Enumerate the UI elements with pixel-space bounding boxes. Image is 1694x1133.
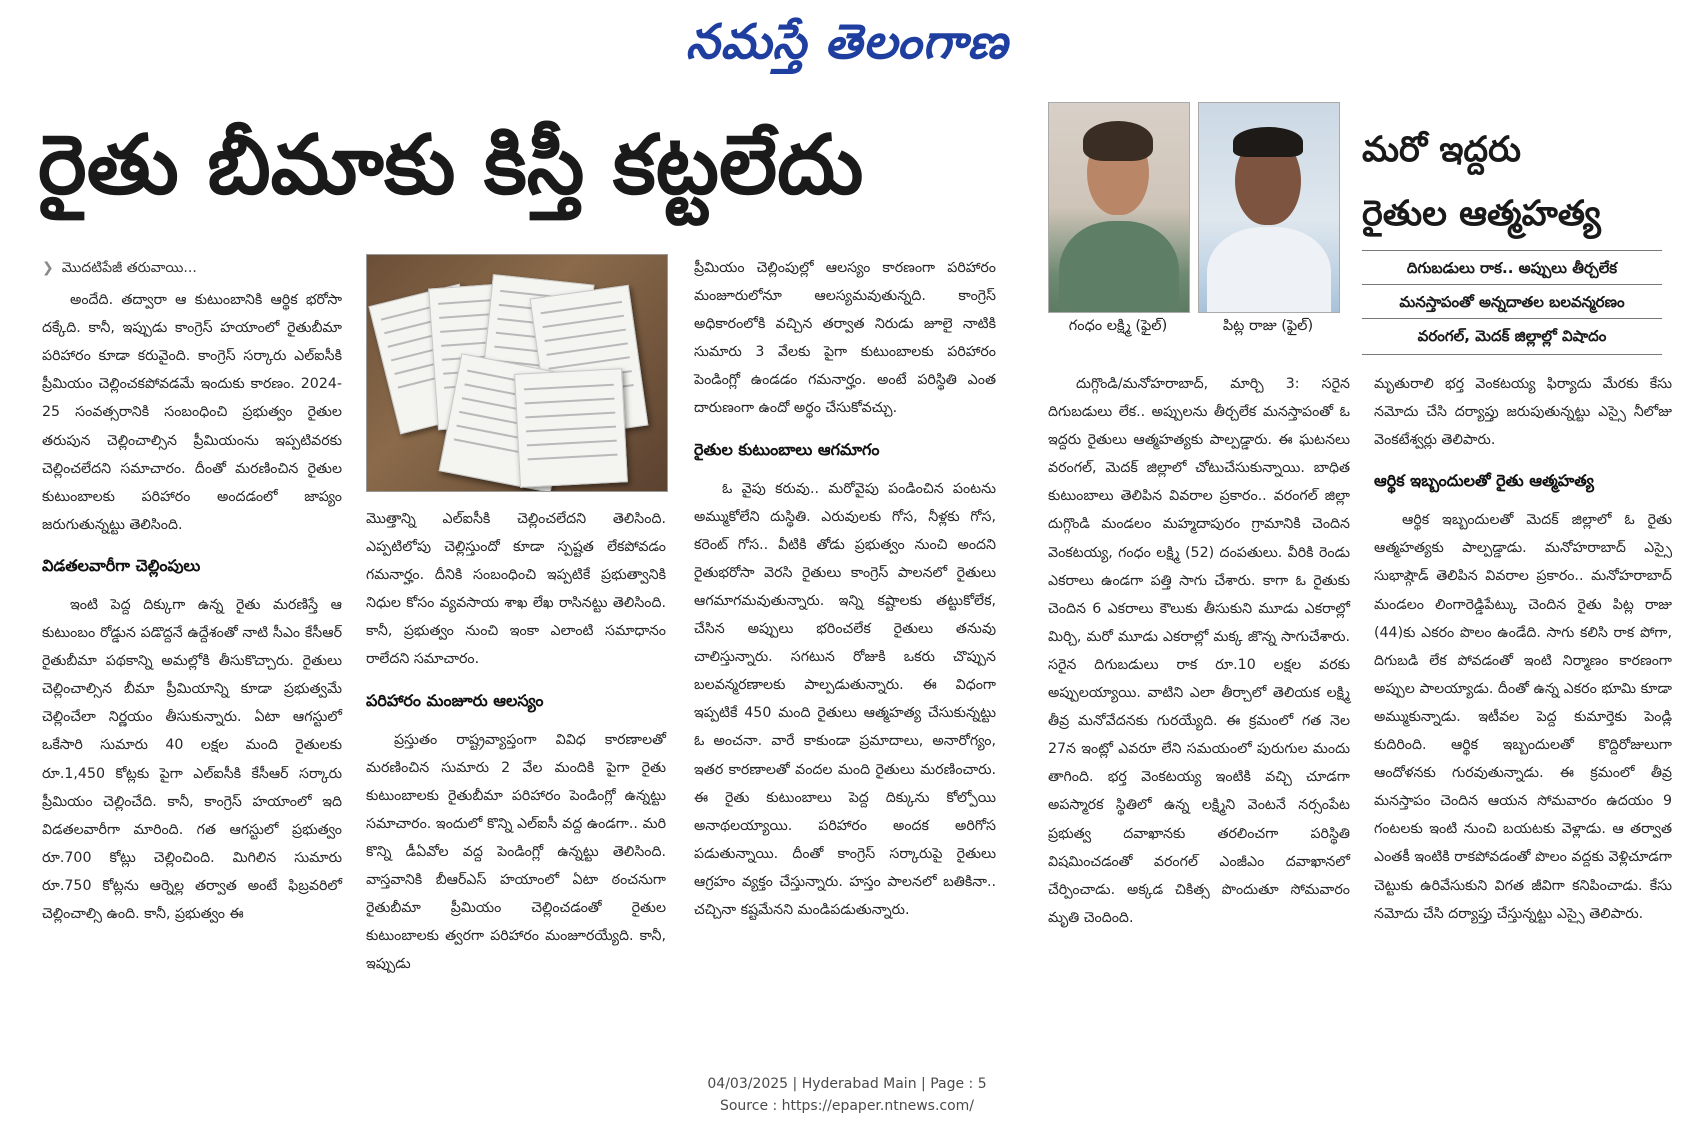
continuation-label: మొదటిపేజీ తరువాయి... (61, 260, 197, 276)
body-shape (1207, 227, 1331, 313)
chevron-right-icon: ❯ (42, 260, 54, 276)
deck-line-2: మనస్తాపంతో అన్నదాతల బలవన్మరణం (1399, 293, 1625, 311)
deck-line-1: దిగుబడులు రాక.. అప్పులు తీర్చలేక (1406, 259, 1618, 277)
documents-photo (366, 254, 668, 492)
article-paragraph: ప్రీమియం చెల్లింపుల్లో ఆలస్యం కారణంగా పరిహారం మంజూరులోనూ ఆలస్యమవుతున్నది. కాంగ్రెస్ అధికారంలోకి వచ్చిన తర్వాత నిరుడు జూలై నాటికి సుమారు 3 వేలకు పైగా కుటుంబాలకు పరిహారం పెండింగ్లో ఉండడం గమనార్హం. అంటే పరిస్థితి ఎంత దారుణంగా ఉందో అర్థం చేసుకోవచ్చు. (694, 260, 996, 417)
document-image (514, 368, 628, 487)
subheading: విడతలవారీగా చెల్లింపులు (42, 555, 201, 575)
footer-line-1: 04/03/2025 | Hyderabad Main | Page : 5 (707, 1076, 987, 1092)
divider (1362, 354, 1662, 355)
article-column-1 (42, 254, 342, 928)
article-paragraph: ప్రస్తుతం రాష్ట్రవ్యాప్తంగా వివిధ కారణాలతో మరణించిన సుమారు 2 వేల మందికి పైగా రైతు కుటుంబాలకు రైతుబీమా పరిహారం పెండింగ్లో ఉన్నట్టు సమాచారం. ఇందులో కొన్ని ఎల్ఐసీ వద్ద ఉండగా.. మరి కొన్ని డీఏవోల వద్ద పెండింగ్లో ఉన్నట్టు తెలిసింది. వాస్తవానికి బీఆర్ఎస్ హయాంలో ఏటా ఠంచనుగా రైతుబీమా ప్రీమియం చెల్లించడంతో రైతుల కుటుంబాలకు త్వరగా పరిహారం మంజూరయ్యేది. కానీ, ఇప్పుడు (366, 731, 666, 973)
hair-shape (1233, 127, 1303, 157)
article-paragraph: మొత్తాన్ని ఎల్ఐసీకి చెల్లించలేదని తెలిసింది. ఎప్పటిలోపు చెల్లిస్తుందో కూడా స్పష్టత లేకపోవడం గమనార్హం. దీనికి సంబంధించి ఇప్పటికే ప్రభుత్వానికి నిధుల కోసం వ్యవసాయ శాఖ లేఖ రాసినట్టు తెలిసింది. కానీ, ప్రభుత్వం నుంచి ఇంకా ఎలాంటి సమాధానం రాలేదని సమాచారం. (366, 511, 666, 668)
side-headline-line-1: మరో ఇద్దరు (1362, 130, 1522, 170)
hair-shape (1083, 121, 1153, 161)
portrait-photo-lakshmi (1048, 102, 1190, 313)
side-story-headline (1362, 118, 1662, 246)
article-paragraph: దుగ్గొండి/మనోహరాబాద్, మార్చి 3: సరైన దిగుబడులు లేక.. అప్పులను తీర్చలేక మనస్తాపంతో ఓ ఇద్దరు రైతులు ఆత్మహత్యకు పాల్పడ్డారు. ఈ ఘటనలు వరంగల్, మెదక్ జిల్లాలో చోటుచేసుకున్నాయి. బాధిత కుటుంబాలు తెలిపిన వివరాల ప్రకారం.. వరంగల్ జిల్లా దుగ్గొండి మండలం మహ్మదాపురం గ్రామానికి చెందిన వెంకటయ్య, గంధం లక్ష్మి (52) దంపతులు. వీరికి రెండు ఎకరాలు ఉండగా పత్తి సాగు చేశారు. కాగా ఓ రైతుకు చెందిన 6 ఎకరాలు కౌలుకు తీసుకుని మూడు ఎకరాల్లో మిర్చి, మరో మూడు ఎకరాల్లో మక్క జొన్న సాగుచేశారు. సరైన దిగుబడులు రాక రూ.10 లక్షల వరకు అప్పులయ్యాయి. వాటిని ఎలా తీర్చాలో తెలియక లక్ష్మి తీవ్ర మనోవేదనకు గురయ్యేది. ఈ క్రమంలో గత నెల 27న ఇంట్లో ఎవరూ లేని సమయంలో పురుగుల మందు తాగింది. భర్త వెంకటయ్య ఇంటికి వచ్చి చూడగా అపస్మారక స్థితిలో ఉన్న లక్ష్మిని వెంటనే నర్సంపేట ప్రభుత్వ దవాఖానకు తరలించగా పరిస్థితి విషమించడంతో వరంగల్ ఎంజీఎం దవాఖానలో చేర్పించాడు. అక్కడ చికిత్స పొందుతూ సోమవారం మృతి చెందింది. (1048, 376, 1350, 926)
article-paragraph: ఆర్థిక ఇబ్బందులతో మెదక్ జిల్లాలో ఓ రైతు ఆత్మహత్యకు పాల్పడ్డాడు. మనోహరాబాద్ ఎస్సై సుభాష్గౌడ్ తెలిపిన వివరాల ప్రకారం.. మనోహరాబాద్ మండలం లింగారెడ్డిపేట్కు చెందిన రైతు పిట్ల రాజు (44)కు ఎకరం పొలం ఉండేది. సాగు కలిసి రాక పోగా, దిగుబడి లేక పోవడంతో ఇంటి నిర్మాణం కారణంగా అప్పుల పాలయ్యాడు. దీంతో ఉన్న ఎకరం భూమి కూడా అమ్ముకున్నాడు. ఇటీవల పెద్ద కుమార్తెకు పెండ్లి కుదిరింది. ఆర్థిక ఇబ్బందులతో కొద్దిరోజులుగా ఆందోళనకు గురవుతున్నాడు. ఈ క్రమంలో తీవ్ర మనస్తాపం చెందిన ఆయన సోమవారం ఉదయం 9 గంటలకు ఇంటి నుంచి బయటకు వెళ్లాడు. ఆ తర్వాత ఎంతకీ ఇంటికి రాకపోవడంతో పొలం వద్దకు వెళ్లిచూడగా చెట్టుకు ఉరివేసుకుని విగత జీవిగా కనిపించాడు. కేసు నమోదు చేసి దర్యాప్తు చేస్తున్నట్టు ఎస్సై తెలిపారు. (1374, 512, 1672, 922)
portrait-photo-raju (1198, 102, 1340, 313)
subheading: ఆర్థిక ఇబ్బందులతో రైతు ఆత్మహత్య (1374, 471, 1594, 491)
article-paragraph: ఓ వైపు కరువు.. మరోవైపు పండించిన పంటను అమ్ముకోలేని దుస్థితి. ఎరువులకు గోస, నీళ్లకు గోస, కరెంట్ గోస.. వీటికి తోడు ప్రభుత్వం నుంచి అందని రైతుభరోసా వెరసి రైతులు కాంగ్రెస్ పాలనలో రైతులు ఆగమాగమవుతున్నారు. ఇన్ని కష్టాలకు తట్టుకోలేక, చేసిన అప్పులు భరించలేక రైతులు తనువు చాలిస్తున్నారు. సగటున రోజుకి ఒకరు చొప్పున బలవన్మరణాలకు పాల్పడుతున్నారు. ఈ విధంగా ఇప్పటికే 450 మంది రైతులు ఆత్మహత్య చేసుకున్నట్టు ఓ అంచనా. వారే కాకుండా ప్రమాదాలు, అనారోగ్యం, ఇతర కారణాలతో వందల మంది రైతులు మరణించారు. ఈ రైతు కుటుంబాలు పెద్ద దిక్కును కోల్పోయి అనాథలయ్యాయి. పరిహారం అందక అరిగోస పడుతున్నాయి. దీంతో కాంగ్రెస్ సర్కారుపై రైతులు ఆగ్రహం వ్యక్తం చేస్తున్నారు. హస్తం పాలనలో బతికినా.. చచ్చినా కష్టమేనని మండిపడుతున్నారు. (694, 480, 996, 918)
article-column-3 (694, 254, 996, 924)
side-story-column-1 (1048, 370, 1350, 932)
divider (1362, 250, 1662, 251)
article-paragraph: మృతురాలి భర్త వెంకటయ్య ఫిర్యాదు మేరకు కేసు నమోదు చేసి దర్యాప్తు జరుపుతున్నట్టు ఎస్సై నీలోజు వెంకటేశ్వర్లు తెలిపారు. (1374, 376, 1672, 449)
masthead-logo: నమస్తే తెలంగాణ (685, 14, 1009, 70)
side-headline-line-2: రైతుల ఆత్మహత్య (1362, 194, 1601, 234)
footer-source-link[interactable]: Source : https://epaper.ntnews.com/ (719, 1098, 975, 1114)
body-shape (1059, 221, 1179, 313)
subheading: రైతుల కుటుంబాలు ఆగమాగం (694, 439, 880, 459)
side-story-column-2 (1374, 370, 1672, 928)
article-paragraph: అందేది. తద్వారా ఆ కుటుంబానికి ఆర్థిక భరోసా దక్కేది. కానీ, ఇప్పుడు కాంగ్రెస్ హయాంలో రైతుబీమా పరిహారం కూడా కరువైంది. కాంగ్రెస్ సర్కారు ఎల్ఐసీకి ప్రీమియం చెల్లించకపోవడమే ఇందుకు కారణం. 2024-25 సంవత్సరానికి సంబంధించి ప్రభుత్వం రైతుల తరుపున చెల్లించాల్సిన ప్రీమియంను ఇప్పటివరకు చెల్లించలేదని సమాచారం. దీంతో మరణించిన రైతుల కుటుంబాలకు పరిహారం అందడంలో జాప్యం జరుగుతున్నట్టు తెలిసింది. (42, 292, 342, 533)
subheading: పరిహారం మంజూరు ఆలస్యం (366, 690, 544, 710)
article-paragraph: ఇంటి పెద్ద దిక్కుగా ఉన్న రైతు మరణిస్తే ఆ కుటుంబం రోడ్డున పడొద్దనే ఉద్దేశంతో నాటి సీఎం కేసీఆర్ రైతుబీమా పథకాన్ని అమల్లోకి తీసుకొచ్చారు. రైతులు చెల్లించాల్సిన బీమా ప్రీమియాన్ని కూడా ప్రభుత్వమే చెల్లించేలా నిర్ణయం తీసుకున్నారు. ఏటా ఆగస్టులో ఒకేసారి సుమారు 40 లక్షల మంది రైతులకు రూ.1,450 కోట్లకు పైగా ఎల్ఐసీకి కేసీఆర్ సర్కారు ప్రీమియం చెల్లించేది. కానీ, కాంగ్రెస్ హయాంలో ఇది విడతలవారీగా మారింది. గత ఆగస్టులో ప్రభుత్వం రూ.700 కోట్లు చెల్లించింది. మిగిలిన సుమారు రూ.750 కోట్లను ఆర్నెల్ల తర్వాత అంటే ఫిబ్రవరిలో చెల్లించాల్సి ఉంది. కానీ, ప్రభుత్వం ఈ (42, 596, 342, 922)
continuation-marker (42, 254, 342, 282)
article-column-2 (366, 505, 666, 978)
photo-caption-2: పిట్ల రాజు (ఫైల్) (1222, 318, 1314, 334)
photo-caption-1: గంధం లక్ష్మి (ఫైల్) (1068, 318, 1168, 334)
divider (1362, 284, 1662, 285)
divider (1362, 318, 1662, 319)
deck-line-3: వరంగల్, మెదక్ జిల్లాల్లో విషాదం (1417, 327, 1607, 345)
main-headline: రైతు బీమాకు కిస్తీ కట్టలేదు (38, 118, 864, 213)
